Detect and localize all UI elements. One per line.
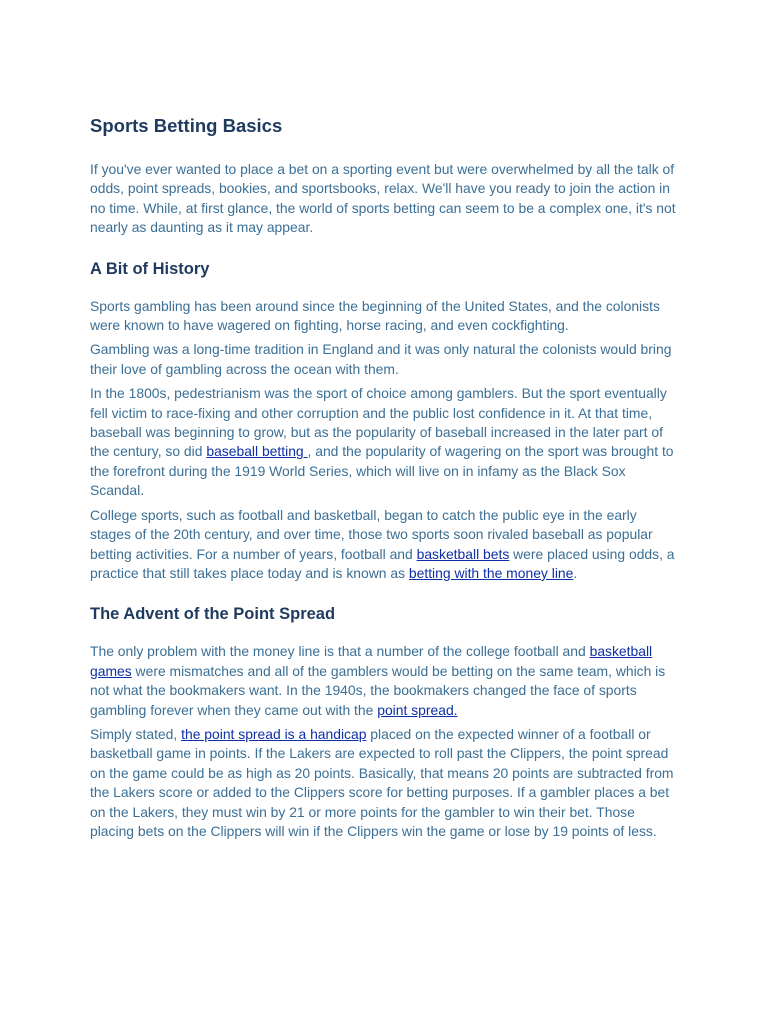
text-span: were placed using odds, a practice that still takes place today and is known as [90,545,675,581]
section-heading-point-spread: The Advent of the Point Spread [90,605,336,624]
history-paragraph-3 [90,384,680,500]
baseball-betting-link[interactable]: baseball betting [206,443,308,460]
page-title: Sports Betting Basics [90,115,283,136]
spread-paragraph-2 [90,725,680,841]
history-paragraph-2: Gambling was a long-time tradition in England and it was only natural the colonists would bring their love of gambling across the ocean with them. [90,341,672,377]
text-span: Simply stated, [90,725,182,742]
handicap-link[interactable]: the point spread is a handicap [181,725,367,742]
text-span: In the 1800s, pedestrianism was the sport of choice among gamblers. But the sport eventually fell victim to race-fixing and other corruption and the public lost confidence in it. At that time, baseball was beginning to grow, but as the popularity of baseball increased in the later part of the century, so did [90,385,667,460]
point-spread-link[interactable]: point spread. [377,701,458,718]
intro-paragraph: If you've ever wanted to place a bet on a sporting event but were overwhelmed by all the talk of odds, point spreads, bookies, and sportsbooks, relax. We'll have you ready to join the action in no time. While, at first glance, the world of sports betting can seem to be a complex one, it's not nearly as daunting as it may appear. [90,161,676,236]
basketball-bets-link[interactable]: basketball bets [416,545,510,562]
money-line-link[interactable]: betting with the money line [408,564,574,581]
basketball-games-link[interactable]: basketball games [90,643,653,679]
text-span: . [573,564,578,581]
text-span: , and the popularity of wagering on the sport was brought to the forefront during the 1919 World Series, which will live on in infamy as the Black Sox Scandal. [90,443,674,499]
text-span: were mismatches and all of the gamblers would be betting on the same team, which is not what the bookmakers want. In the 1940s, the bookmakers changed the face of sports gambling forever when they came out with the [90,662,666,718]
text-span: College sports, such as football and basketball, began to catch the public eye in the early stages of the 20th century, and over time, those two sports soon rivaled baseball as popular betting activities. For a number of years, football and [90,506,653,562]
text-span: The only problem with the money line is that a number of the college football and [90,643,590,660]
text-span: placed on the expected winner of a football or basketball game in points. If the Lakers are expected to roll past the Clippers, the point spread on the game could be as high as 20 points. Basically, that means 20 points are subtracted from the Lakers score or added to the Clippers score for betting purposes. If a gambler places a bet on the Lakers, they must win by 21 or more points for the gambler to win their bet. Those placing bets on the Clippers will win if the Clippers win the game or lose by 19 points of less. [90,725,674,839]
history-paragraph-1: Sports gambling has been around since the beginning of the United States, and the colonists were known to have wagered on fighting, horse racing, and even cockfighting. [90,297,660,334]
history-paragraph-4 [90,506,680,584]
article-body [90,113,680,846]
section-heading-history: A Bit of History [90,259,210,278]
spread-paragraph-1 [90,642,680,720]
